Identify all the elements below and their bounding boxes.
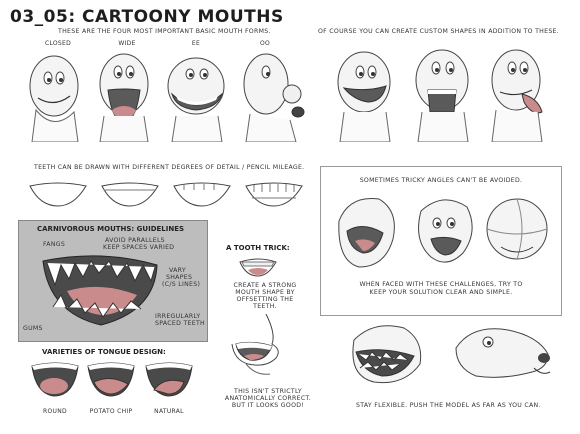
caption-tricky-angles: SOMETIMES TRICKY ANGLES CAN'T BE AVOIDED. bbox=[359, 177, 523, 184]
tooth-trick-sketch bbox=[238, 256, 278, 278]
carnivorous-mouth-sketch bbox=[37, 251, 161, 331]
tongue-potato-chip-sketch bbox=[86, 360, 136, 400]
head-closed-sketch bbox=[18, 50, 88, 142]
label-ee: EE bbox=[191, 40, 201, 47]
head-custom-2-sketch bbox=[406, 46, 480, 142]
tooth-trick-line3: OFFSETTING THE bbox=[236, 296, 294, 303]
tooth-trick-line1: CREATE A STRONG bbox=[233, 282, 297, 289]
tooth-trick-note2: ANATOMICALLY CORRECT. bbox=[224, 395, 312, 402]
tongue-heading: VARIETIES OF TONGUE DESIGN: bbox=[42, 348, 166, 356]
tricky-head-1-sketch bbox=[329, 191, 403, 277]
label-gums: GUMS bbox=[23, 325, 43, 332]
carnivorous-heading: CARNIVOROUS MOUTHS: GUIDELINES bbox=[37, 225, 185, 233]
page-title: 03_05: CARTOONY MOUTHS bbox=[10, 7, 284, 27]
label-round: ROUND bbox=[43, 408, 67, 415]
tooth-trick-note3: BUT IT LOOKS GOOD! bbox=[231, 402, 305, 409]
label-vary: VARY bbox=[169, 267, 186, 274]
label-keep-spaces: KEEP SPACES VARIED bbox=[103, 244, 175, 251]
label-natural: NATURAL bbox=[154, 408, 184, 415]
tooth-trick-note1: THIS ISN'T STRICTLY bbox=[233, 388, 302, 395]
caption-challenges-1: WHEN FACED WITH THESE CHALLENGES, TRY TO bbox=[359, 281, 523, 288]
label-cs-lines: (C/S LINES) bbox=[162, 281, 201, 288]
label-oo: OO bbox=[259, 40, 271, 47]
tricky-angles-panel bbox=[320, 166, 562, 316]
head-custom-1-sketch bbox=[328, 46, 402, 142]
head-wide-sketch bbox=[88, 50, 158, 142]
caption-stay-flexible: STAY FLEXIBLE. PUSH THE MODEL AS FAR AS YOU CAN. bbox=[356, 402, 541, 409]
label-irregularly: IRREGULARLY bbox=[155, 313, 201, 320]
label-closed: CLOSED bbox=[44, 40, 72, 47]
tooth-trick-line4: TEETH. bbox=[253, 303, 277, 310]
tricky-head-2-sketch bbox=[407, 191, 481, 277]
label-potato-chip: POTATO CHIP bbox=[89, 408, 133, 415]
head-oo-sketch bbox=[236, 50, 310, 142]
label-avoid-parallels: AVOID PARALLELS bbox=[105, 237, 165, 244]
tooth-trick-heading: A TOOTH TRICK: bbox=[226, 244, 290, 252]
tooth-trick-face-sketch bbox=[226, 314, 288, 382]
head-ee-sketch bbox=[158, 50, 232, 142]
label-fangs: FANGS bbox=[43, 241, 66, 248]
carnivorous-panel bbox=[18, 220, 208, 342]
label-shapes: SHAPES bbox=[166, 274, 193, 281]
teeth-row-sketch bbox=[24, 176, 314, 212]
flexible-head-1-sketch bbox=[334, 320, 434, 394]
label-spaced-teeth: SPACED TEETH bbox=[155, 320, 205, 327]
caption-basic-forms: THESE ARE THE FOUR MOST IMPORTANT BASIC MOUTH FORMS. bbox=[58, 28, 271, 35]
tongue-round-sketch bbox=[30, 360, 80, 400]
tongue-natural-sketch bbox=[144, 360, 194, 400]
flexible-head-2-sketch bbox=[452, 318, 556, 394]
tooth-trick-line2: MOUTH SHAPE BY bbox=[235, 289, 295, 296]
head-custom-3-sketch bbox=[482, 46, 556, 142]
caption-teeth: TEETH CAN BE DRAWN WITH DIFFERENT DEGREES OF DETAIL / PENCIL MILEAGE. bbox=[34, 164, 305, 171]
label-wide: WIDE bbox=[118, 40, 136, 47]
caption-challenges-2: KEEP YOUR SOLUTION CLEAR AND SIMPLE. bbox=[369, 289, 513, 296]
caption-custom-shapes: OF COURSE YOU CAN CREATE CUSTOM SHAPES IN ADDITION TO THESE. bbox=[318, 28, 560, 35]
tricky-head-3-sketch bbox=[481, 191, 555, 277]
